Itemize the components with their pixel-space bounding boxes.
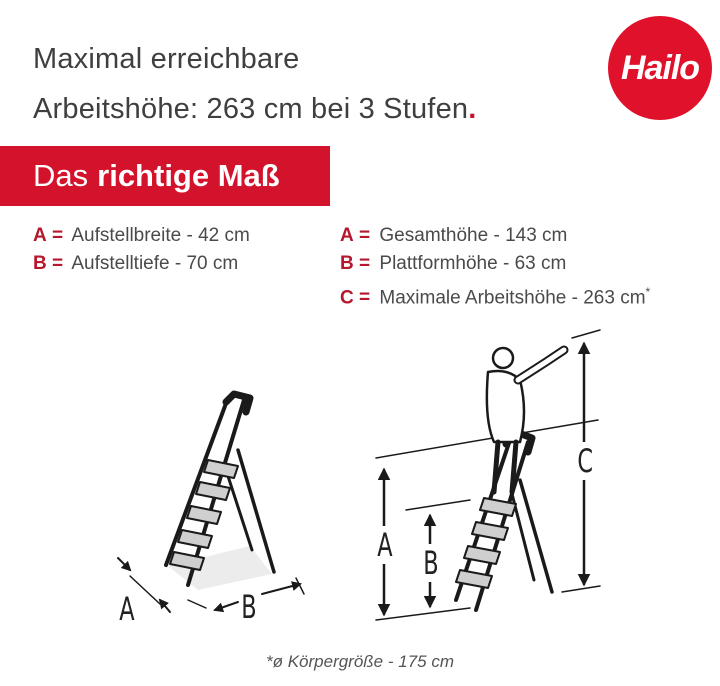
- ladder-right-illustration: [376, 330, 600, 620]
- spec-text: Aufstelltiefe - 70 cm: [71, 253, 239, 274]
- right-dimension-a-label: A: [377, 526, 393, 564]
- spec-eq: =: [359, 225, 371, 246]
- spec-text: Plattformhöhe - 63 cm: [379, 253, 567, 274]
- spec-text: Gesamthöhe - 143 cm: [379, 225, 568, 246]
- spec-asterisk: *: [645, 285, 651, 299]
- spec-eq: =: [359, 253, 371, 274]
- hailo-logo-text: Hailo: [620, 48, 700, 87]
- headline-dot: .: [468, 93, 477, 125]
- spec-key: A: [340, 225, 354, 246]
- spec-key: B: [340, 253, 354, 274]
- left-dimension-a-label: A: [119, 590, 135, 628]
- banner-prefix: Das: [33, 158, 89, 193]
- ladder-left-shadow: [168, 546, 272, 590]
- headline-line-1: Maximal erreichbare: [33, 43, 300, 75]
- spec-text: Aufstellbreite - 42 cm: [71, 225, 250, 246]
- left-dimension-b-label: B: [241, 588, 257, 626]
- spec-eq: =: [52, 225, 64, 246]
- right-dimension-b-label: B: [423, 544, 439, 582]
- ladder-left-illustration: [118, 394, 304, 612]
- spec-eq: =: [52, 253, 64, 274]
- spec-key: A: [33, 225, 47, 246]
- spec-key: B: [33, 253, 47, 274]
- headline-line-2-text: Arbeitshöhe: 263 cm bei 3 Stufen: [33, 93, 469, 125]
- spec-eq: =: [359, 287, 371, 309]
- ladder-right-steps: [456, 498, 516, 588]
- right-dimension-c-label: C: [577, 442, 593, 480]
- footnote: *ø Körpergröße - 175 cm: [265, 652, 454, 671]
- banner-bold: richtige Maß: [97, 158, 280, 193]
- spec-text: Maximale Arbeitshöhe - 263 cm: [379, 287, 646, 309]
- spec-key: C: [340, 287, 354, 309]
